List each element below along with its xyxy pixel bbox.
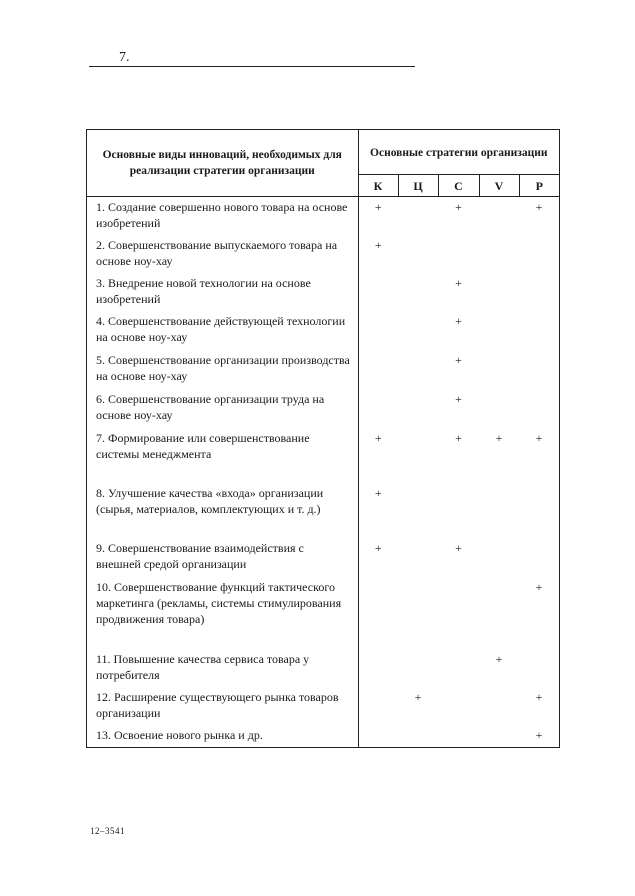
- header-rule: [89, 66, 415, 67]
- strategy-code-ts: Ц: [398, 175, 438, 197]
- strategy-mark-cell: +: [455, 200, 462, 214]
- strategy-mark-cell: [398, 350, 438, 389]
- strategy-mark-cell: +: [535, 431, 543, 446]
- strategy-mark-cell: +: [455, 313, 462, 328]
- innovation-type-cell: 1. Создание совершенно нового товара на основе изобретений: [87, 197, 358, 235]
- strategy-mark-cell: [479, 687, 519, 725]
- strategy-mark-cell: [398, 273, 438, 311]
- strategy-mark-cell: [358, 273, 398, 311]
- strategy-mark-cell: [519, 538, 559, 577]
- strategy-mark-cell: [358, 649, 398, 687]
- strategy-mark-cell: [398, 538, 438, 577]
- innovation-type-cell: 12. Расширение существующего рынка товаров организации: [87, 687, 358, 725]
- strategy-mark-cell: [479, 483, 519, 538]
- strategy-mark-cell: [398, 235, 438, 273]
- strategy-mark-cell: [438, 577, 479, 648]
- strategy-mark-cell: [519, 483, 559, 538]
- table-row: [87, 311, 559, 350]
- strategy-mark-cell: +: [374, 431, 382, 446]
- strategy-mark-cell: +: [455, 391, 462, 406]
- table-row: [87, 483, 559, 538]
- strategy-innovation-table: [86, 129, 560, 748]
- strategy-mark-cell: +: [374, 541, 382, 556]
- strategy-mark-cell: [479, 350, 519, 389]
- strategy-code-r: Р: [519, 175, 559, 197]
- strategy-mark-cell: [398, 577, 438, 648]
- strategies-header: Основные стратегии организации: [358, 130, 559, 175]
- strategy-mark-cell: +: [455, 352, 462, 367]
- strategy-mark-cell: [358, 577, 398, 648]
- strategy-mark-cell: [479, 273, 519, 311]
- strategy-mark-cell: +: [535, 200, 543, 214]
- strategy-mark-cell: [519, 273, 559, 311]
- innovation-type-cell: 3. Внедрение новой технологии на основе изобретений: [87, 273, 358, 311]
- strategy-mark-cell: [519, 389, 559, 428]
- strategy-mark-cell: +: [535, 689, 543, 704]
- strategy-mark-cell: [479, 389, 519, 428]
- strategy-mark-cell: [479, 725, 519, 747]
- table-row: [87, 687, 559, 725]
- strategy-mark-cell: +: [455, 275, 462, 290]
- strategy-mark-cell: +: [374, 237, 382, 252]
- table-body: [87, 197, 559, 748]
- strategy-mark-cell: [438, 649, 479, 687]
- strategy-mark-cell: [398, 649, 438, 687]
- strategy-mark-cell: [479, 235, 519, 273]
- table-row: [87, 389, 559, 428]
- table-row: [87, 235, 559, 273]
- strategy-mark-cell: +: [495, 651, 503, 666]
- innovation-type-cell: 10. Совершенствование функций тактического маркетинга (рекламы, системы стимулирования продвижения товара): [87, 577, 358, 648]
- strategy-mark-cell: +: [455, 541, 462, 556]
- table-row: [87, 577, 559, 648]
- strategy-mark-cell: [398, 428, 438, 483]
- strategy-mark-cell: +: [414, 689, 422, 704]
- strategy-mark-cell: [479, 577, 519, 648]
- innovation-type-cell: 2. Совершенствование выпускаемого товара на основе ноу-хау: [87, 235, 358, 273]
- strategy-mark-cell: [438, 687, 479, 725]
- innovation-type-cell: 4. Совершенствование действующей технологии на основе ноу-хау: [87, 311, 358, 350]
- strategy-mark-cell: [358, 389, 398, 428]
- strategy-code-s: С: [438, 175, 479, 197]
- table-row: [87, 350, 559, 389]
- strategy-mark-cell: [398, 311, 438, 350]
- strategy-code-k: К: [358, 175, 398, 197]
- innovation-type-cell: 5. Совершенствование организации производства на основе ноу-хау: [87, 350, 358, 389]
- table-row: [87, 649, 559, 687]
- table-row: [87, 197, 559, 235]
- strategy-mark-cell: [519, 235, 559, 273]
- strategy-mark-cell: +: [495, 431, 503, 446]
- strategy-mark-cell: [519, 649, 559, 687]
- strategy-mark-cell: +: [455, 431, 462, 446]
- strategy-code-v: V: [479, 175, 519, 197]
- strategy-mark-cell: [479, 311, 519, 350]
- strategy-mark-cell: [519, 311, 559, 350]
- strategy-mark-cell: [358, 725, 398, 747]
- innovation-type-cell: 9. Совершенствование взаимодействия с внешней средой организации: [87, 538, 358, 577]
- strategy-mark-cell: [438, 235, 479, 273]
- strategy-mark-cell: [398, 483, 438, 538]
- innovation-type-cell: 8. Улучшение качества «входа» организации (сырья, материалов, комплектующих и т. д.): [87, 483, 358, 538]
- strategy-mark-cell: [519, 350, 559, 389]
- innovation-type-cell: 13. Освоение нового рынка и др.: [87, 725, 358, 747]
- strategy-mark-cell: [358, 687, 398, 725]
- strategy-mark-cell: +: [535, 727, 543, 742]
- strategy-mark-cell: +: [374, 486, 382, 501]
- section-number: 7.: [119, 50, 130, 65]
- strategy-mark-cell: [398, 725, 438, 747]
- strategy-mark-cell: [398, 197, 438, 235]
- strategy-mark-cell: +: [535, 580, 543, 595]
- strategy-mark-cell: [479, 538, 519, 577]
- strategy-mark-cell: [398, 389, 438, 428]
- page-footer-code: 12–3541: [90, 826, 125, 836]
- strategy-mark-cell: [358, 350, 398, 389]
- table-row: [87, 428, 559, 483]
- table-row: [87, 538, 559, 577]
- innovation-type-cell: 11. Повышение качества сервиса товара у потребителя: [87, 649, 358, 687]
- table-row: [87, 725, 559, 747]
- innovation-type-cell: 7. Формирование или совершенствование системы менеджмента: [87, 428, 358, 483]
- table-row: [87, 273, 559, 311]
- strategy-mark-cell: [438, 725, 479, 747]
- strategy-mark-cell: [479, 197, 519, 235]
- strategy-mark-cell: +: [374, 200, 382, 214]
- innovation-type-cell: 6. Совершенствование организации труда на основе ноу-хау: [87, 389, 358, 428]
- strategy-mark-cell: [438, 483, 479, 538]
- innovation-types-header: Основные виды инноваций, необходимых для реализации стратегии организации: [87, 130, 358, 197]
- strategy-mark-cell: [358, 311, 398, 350]
